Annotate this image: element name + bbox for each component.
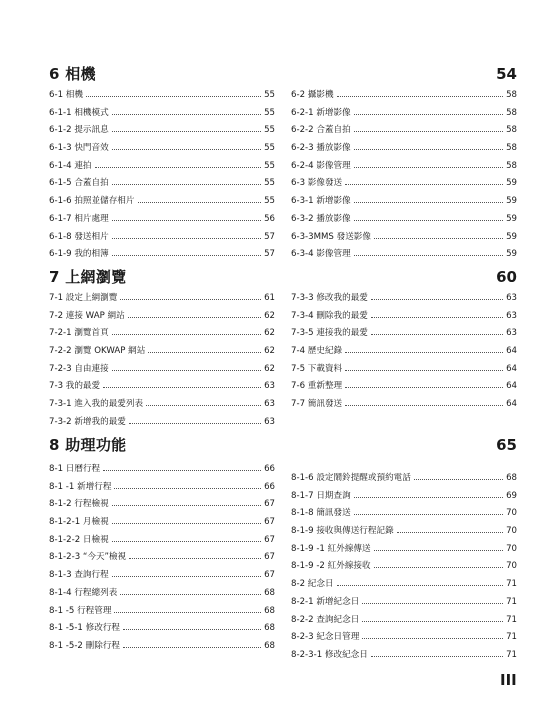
toc-entry-page: 63 — [506, 293, 517, 303]
toc-entry[interactable] — [49, 248, 275, 266]
dot-leader — [103, 380, 261, 388]
toc-entry[interactable] — [291, 578, 517, 596]
dot-leader — [112, 569, 261, 577]
section-title: 6 相機 — [49, 65, 96, 83]
toc-entry-page: 62 — [264, 310, 275, 321]
toc-column-right — [291, 292, 517, 434]
dot-leader — [112, 327, 261, 335]
toc-entry[interactable] — [49, 160, 275, 178]
toc-entry[interactable] — [291, 124, 517, 142]
toc-entry-page: 61 — [264, 293, 275, 303]
toc-entry-page: 71 — [506, 649, 517, 660]
toc-entry[interactable] — [291, 107, 517, 125]
toc-entry[interactable] — [291, 596, 517, 614]
dot-leader — [114, 481, 261, 489]
toc-entry[interactable] — [49, 463, 275, 481]
dot-leader — [362, 614, 503, 622]
toc-entry-page: 70 — [506, 561, 517, 572]
dot-leader — [112, 142, 261, 150]
toc-entry-label: 6-3 影像發送 — [291, 178, 343, 189]
dot-leader — [371, 310, 503, 318]
toc-entry-page: 71 — [506, 596, 517, 607]
toc-entry[interactable] — [291, 345, 517, 363]
toc-entry-label: 8-2-1 新增紀念日 — [291, 596, 360, 607]
toc-entry[interactable] — [291, 490, 517, 508]
toc-entry[interactable] — [291, 160, 517, 178]
toc-entry-page: 62 — [264, 363, 275, 374]
toc-entry-page: 58 — [506, 160, 517, 171]
toc-entry-page: 62 — [264, 328, 275, 339]
toc-entry-page: 59 — [506, 196, 517, 207]
dot-leader — [354, 248, 503, 256]
section-page-number: 65 — [496, 436, 517, 454]
toc-entry-page: 63 — [506, 328, 517, 339]
toc-entry[interactable] — [49, 89, 275, 107]
toc-entry-page: 64 — [506, 346, 517, 357]
section-title: 8 助理功能 — [49, 436, 127, 454]
toc-entry-label: 8-2-3 紀念日管理 — [291, 632, 360, 643]
toc-entry[interactable] — [49, 195, 275, 213]
toc-entry-label: 7-2 連接 WAP 網站 — [49, 310, 125, 321]
toc-entry-page: 63 — [506, 310, 517, 321]
toc-entry-label: 7-7 簡訊發送 — [291, 399, 343, 410]
toc-entry-page: 58 — [506, 107, 517, 118]
dot-leader — [112, 177, 261, 185]
dot-leader — [103, 463, 261, 471]
toc-entry-label: 6-3-3MMS 發送影像 — [291, 231, 371, 242]
dot-leader — [138, 195, 262, 203]
dot-leader — [345, 177, 503, 185]
toc-entry-label: 6-2-3 播放影像 — [291, 143, 351, 154]
toc-entry-label: 8-1-9 -1 紅外線傳送 — [291, 543, 371, 554]
toc-entry-label: 7-5 下載資料 — [291, 363, 343, 374]
dot-leader — [362, 596, 503, 604]
dot-leader — [374, 231, 503, 239]
toc-entry-page: 68 — [264, 605, 275, 616]
toc-entry-label: 6-3-2 播放影像 — [291, 213, 351, 224]
toc-column-left — [49, 292, 275, 434]
toc-entry-label: 8-1-2 行程檢視 — [49, 499, 109, 510]
toc-entry[interactable] — [49, 398, 275, 416]
dot-leader — [112, 213, 261, 221]
toc-entry-label: 6-2 攝影機 — [291, 90, 334, 100]
dot-leader — [112, 534, 261, 542]
section-header — [49, 63, 517, 83]
toc-entry[interactable] — [49, 177, 275, 195]
toc-entry[interactable] — [291, 248, 517, 266]
toc-entry-label: 8-2 紀念日 — [291, 579, 334, 590]
section-title: 7 上網瀏覽 — [49, 268, 127, 286]
toc-section-camera — [49, 63, 517, 266]
toc-entry[interactable] — [291, 614, 517, 632]
dot-leader — [371, 649, 503, 657]
dot-leader — [345, 398, 503, 406]
toc-entry[interactable] — [49, 605, 275, 623]
toc-entry-page: 57 — [264, 231, 275, 242]
dot-leader — [129, 551, 261, 559]
toc-entry[interactable] — [291, 213, 517, 231]
toc-entry-page: 59 — [506, 213, 517, 224]
toc-entry-page: 56 — [264, 213, 275, 224]
dot-leader — [337, 89, 504, 97]
toc-entry-page: 63 — [264, 381, 275, 392]
toc-entry[interactable] — [49, 107, 275, 125]
dot-leader — [146, 398, 261, 406]
toc-entry[interactable] — [291, 327, 517, 345]
dot-leader — [354, 213, 503, 221]
dot-leader — [112, 363, 261, 371]
dot-leader — [123, 622, 261, 630]
dot-leader — [112, 107, 261, 115]
toc-entry[interactable] — [49, 498, 275, 516]
dot-leader — [95, 160, 262, 168]
dot-leader — [112, 248, 261, 256]
dot-leader — [374, 543, 503, 551]
section-header — [49, 434, 517, 454]
toc-entry-label: 8-1-2-1 月檢視 — [49, 517, 109, 528]
toc-entry[interactable] — [49, 569, 275, 587]
toc-entry-label: 6-1-5 合蓋自拍 — [49, 178, 109, 189]
toc-entry-label: 7-2-1 瀏覽首頁 — [49, 328, 109, 339]
toc-entry[interactable] — [291, 363, 517, 381]
toc-entry-label: 6-3-4 影像管理 — [291, 249, 351, 260]
toc-entry-page: 67 — [264, 499, 275, 510]
toc-column-right — [291, 89, 517, 266]
toc-entry[interactable] — [49, 622, 275, 640]
toc-entry-page: 67 — [264, 552, 275, 563]
toc-entry-page: 71 — [506, 632, 517, 643]
toc-entry-page: 68 — [506, 473, 517, 483]
dot-leader — [114, 605, 261, 613]
toc-entry[interactable] — [49, 587, 275, 605]
section-page-number: 54 — [496, 65, 517, 83]
toc-entry-page: 63 — [264, 399, 275, 410]
toc-entry[interactable] — [291, 398, 517, 416]
toc-entry-label: 8-2-3-1 修改紀念日 — [291, 649, 368, 660]
dot-leader — [112, 516, 261, 524]
toc-entry-label: 8-1-7 日期查詢 — [291, 490, 351, 501]
toc-entry-label: 7-3-2 新增我的最愛 — [49, 416, 126, 427]
toc-entry-page: 58 — [506, 143, 517, 154]
toc-entry-page: 68 — [264, 623, 275, 634]
toc-entry-page: 58 — [506, 90, 517, 100]
toc-entry-label: 8-1 日曆行程 — [49, 464, 101, 474]
toc-entry[interactable] — [291, 292, 517, 310]
toc-entry-page: 58 — [506, 125, 517, 136]
toc-column-right — [291, 463, 517, 667]
toc-entry[interactable] — [291, 631, 517, 649]
toc-entry-label: 6-1-7 相片處理 — [49, 213, 109, 224]
toc-entry-label: 7-3-5 連接我的最愛 — [291, 328, 368, 339]
toc-entry-label: 8-1-2-3 “今天”檢視 — [49, 552, 127, 563]
dot-leader — [354, 490, 503, 498]
dot-leader — [374, 560, 503, 568]
toc-entry[interactable] — [49, 534, 275, 552]
toc-entry[interactable] — [49, 363, 275, 381]
toc-entry[interactable] — [49, 380, 275, 398]
toc-entry-page: 68 — [264, 640, 275, 651]
toc-entry[interactable] — [49, 516, 275, 534]
toc-entry-page: 64 — [506, 381, 517, 392]
toc-entry-label: 7-2-3 自由連接 — [49, 363, 109, 374]
toc-entry[interactable] — [291, 380, 517, 398]
toc-entry-label: 8-1 -5 行程管理 — [49, 605, 112, 616]
toc-entry-label: 8-1-6 設定鬧鈴提醒或預約電話 — [291, 473, 411, 483]
toc-entry-label: 6-1-4 連拍 — [49, 160, 92, 171]
toc-entry-label: 6-2-2 合蓋自拍 — [291, 125, 351, 136]
dot-leader — [345, 363, 503, 371]
dot-leader — [354, 195, 503, 203]
footer-page-number: III — [500, 671, 517, 689]
dot-leader — [148, 345, 261, 353]
dot-leader — [112, 231, 261, 239]
toc-entry[interactable] — [49, 231, 275, 249]
toc-entry-label: 6-1-8 發送相片 — [49, 231, 109, 242]
toc-entry-page: 69 — [506, 490, 517, 501]
toc-entry-page: 55 — [264, 125, 275, 136]
toc-entry-label: 6-3-1 新增影像 — [291, 196, 351, 207]
toc-entry-label: 6-2-1 新增影像 — [291, 107, 351, 118]
toc-entry[interactable] — [291, 142, 517, 160]
toc-entry-page: 67 — [264, 517, 275, 528]
toc-column-left — [49, 89, 275, 266]
toc-entry-label: 7-3-1 進入我的最愛列表 — [49, 399, 144, 410]
toc-entry[interactable] — [49, 213, 275, 231]
toc-entry-label: 7-3 我的最愛 — [49, 381, 101, 392]
toc-entry-page: 59 — [506, 231, 517, 242]
dot-leader — [337, 578, 504, 586]
toc-entry-label: 6-1 相機 — [49, 90, 83, 100]
toc-entry-label: 8-2-2 查詢紀念日 — [291, 614, 360, 625]
toc-entry[interactable] — [49, 124, 275, 142]
toc-entry-label: 6-2-4 影像管理 — [291, 160, 351, 171]
dot-leader — [86, 89, 261, 97]
toc-entry-page: 71 — [506, 579, 517, 590]
toc-entry[interactable] — [291, 89, 517, 107]
toc-entry-label: 6-1-2 提示訊息 — [49, 125, 109, 136]
dot-leader — [345, 380, 503, 388]
toc-entry-page: 55 — [264, 196, 275, 207]
toc-entry-page: 55 — [264, 90, 275, 100]
toc-entry-page: 57 — [264, 249, 275, 260]
toc-entry-label: 8-1 -1 新增行程 — [49, 481, 112, 492]
toc-entry-label: 6-1-6 拍照並儲存相片 — [49, 196, 135, 207]
toc-entry-page: 71 — [506, 614, 517, 625]
dot-leader — [129, 416, 261, 424]
toc-entry[interactable] — [49, 310, 275, 328]
toc-entry[interactable] — [291, 560, 517, 578]
dot-leader — [414, 472, 503, 480]
toc-entry-page: 62 — [264, 346, 275, 357]
toc-entry-page: 64 — [506, 399, 517, 410]
dot-leader — [354, 507, 503, 515]
toc-entry-label: 7-1 設定上網瀏覽 — [49, 293, 118, 303]
dot-leader — [354, 142, 503, 150]
toc-entry-page: 55 — [264, 143, 275, 154]
section-header — [49, 266, 517, 286]
toc-entry[interactable] — [49, 142, 275, 160]
toc-entry-label: 6-1-1 相機模式 — [49, 107, 109, 118]
toc-entry-page: 55 — [264, 107, 275, 118]
toc-entry-page: 67 — [264, 570, 275, 581]
dot-leader — [354, 124, 503, 132]
toc-entry-label: 8-1-8 簡訊發送 — [291, 508, 351, 519]
toc-entry[interactable] — [49, 551, 275, 569]
dot-leader — [354, 107, 503, 115]
toc-entry-page: 66 — [264, 464, 275, 474]
toc-entry-label: 8-1 -5-2 刪除行程 — [49, 640, 121, 651]
toc-entry-page: 55 — [264, 178, 275, 189]
dot-leader — [112, 498, 261, 506]
toc-entry[interactable] — [291, 472, 517, 490]
toc-entry[interactable] — [291, 649, 517, 667]
toc-entry-page: 70 — [506, 526, 517, 537]
toc-entry-page: 66 — [264, 481, 275, 492]
toc-entry-label: 8-1-9 -2 紅外線接收 — [291, 561, 371, 572]
toc-entry-label: 7-3-3 修改我的最愛 — [291, 293, 368, 303]
toc-entry-label: 6-1-3 快門音效 — [49, 143, 109, 154]
section-page-number: 60 — [496, 268, 517, 286]
dot-leader — [123, 640, 261, 648]
toc-entry-label: 6-1-9 我的相簿 — [49, 249, 109, 260]
toc-entry-page: 67 — [264, 534, 275, 545]
toc-entry[interactable] — [291, 195, 517, 213]
toc-entry-label: 8-1-2-2 日檢視 — [49, 534, 109, 545]
toc-entry-label: 8-1-3 查詢行程 — [49, 570, 109, 581]
toc-entry[interactable] — [49, 640, 275, 658]
toc-entry-page: 70 — [506, 543, 517, 554]
toc-entry-page: 59 — [506, 249, 517, 260]
toc-entry-page: 68 — [264, 587, 275, 598]
toc-entry[interactable] — [291, 310, 517, 328]
toc-entry-page: 63 — [264, 416, 275, 427]
toc-entry[interactable] — [49, 327, 275, 345]
toc-section-browsing — [49, 266, 517, 434]
toc-entry[interactable] — [49, 345, 275, 363]
dot-leader — [345, 345, 503, 353]
dot-leader — [120, 587, 261, 595]
dot-leader — [112, 124, 261, 132]
toc-entry[interactable] — [49, 481, 275, 499]
toc-entry[interactable] — [291, 177, 517, 195]
toc-entry[interactable] — [291, 543, 517, 561]
toc-entry-label: 7-3-4 刪除我的最愛 — [291, 310, 368, 321]
toc-section-assistant — [49, 434, 517, 667]
dot-leader — [362, 631, 503, 639]
toc-entry-label: 7-6 重新整理 — [291, 381, 343, 392]
toc-entry-page: 55 — [264, 160, 275, 171]
toc-entry-label: 8-1 -5-1 修改行程 — [49, 623, 121, 634]
toc-entry[interactable] — [291, 231, 517, 249]
toc-column-left — [49, 463, 275, 667]
toc-entry-label: 8-1-4 行程總列表 — [49, 587, 118, 598]
toc-entry-label: 7-4 歷史紀錄 — [291, 346, 343, 357]
dot-leader — [120, 292, 261, 300]
toc-entry[interactable] — [291, 525, 517, 543]
dot-leader — [354, 160, 503, 168]
dot-leader — [128, 310, 261, 318]
toc-entry-label: 7-2-2 瀏覽 OKWAP 網站 — [49, 346, 146, 357]
toc-entry[interactable] — [291, 507, 517, 525]
toc-entry-page: 59 — [506, 178, 517, 189]
toc-entry[interactable] — [49, 292, 275, 310]
dot-leader — [371, 292, 503, 300]
toc-entry[interactable] — [49, 416, 275, 434]
toc-entry-page: 70 — [506, 508, 517, 519]
toc-entry-label: 8-1-9 接收與傳送行程記錄 — [291, 526, 394, 537]
toc-entry-page: 64 — [506, 363, 517, 374]
dot-leader — [371, 327, 503, 335]
dot-leader — [397, 525, 503, 533]
